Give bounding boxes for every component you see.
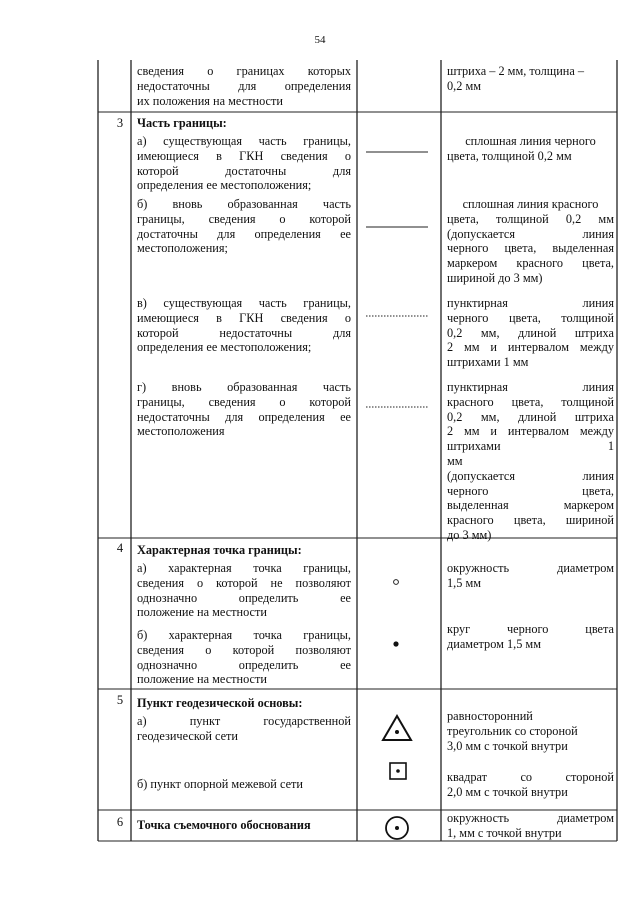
row-4a-spec: окружность диаметром 1,5 мм — [447, 561, 614, 590]
row-3a-desc: а) существующая часть границы, имеющиеся в ГКН сведения о которой достаточны для определения ее местоположения; — [137, 134, 351, 193]
triangle-with-dot-symbol — [381, 714, 413, 742]
page-number: 54 — [314, 34, 326, 46]
cont-spec: штриха – 2 мм, толщина – 0,2 мм — [447, 64, 585, 93]
row-4-number: 4 — [116, 541, 124, 555]
row-5b-desc: б) пункт опорной межевой сети — [137, 777, 303, 791]
row-4-title: Характерная точка границы: — [137, 543, 302, 557]
row-5a-spec: равносторонний треугольник со стороной 3,0 мм с точкой внутри — [447, 709, 578, 753]
row-5-number: 5 — [116, 693, 124, 707]
row-3v-desc: в) существующая часть границы, имеющиеся в ГКН сведения о которой недостаточны для определения ее местоположения; — [137, 296, 351, 355]
dotted-black-line-symbol — [366, 314, 428, 318]
square-with-dot-symbol — [388, 761, 408, 781]
row-3-title: Часть границы: — [137, 116, 227, 130]
row-5-title: Пункт геодезической основы: — [137, 696, 303, 710]
row-6-spec: окружность диаметром 1, мм с точкой внутри — [447, 811, 614, 840]
row-3g-spec: пунктирная линия красного цвета, толщиной 0,2 мм, длиной штриха 2 мм и интервалом между штрихами 1 мм (допускается линия черного цвета, выделенная маркером красного цвета, шириной до 3 мм) — [447, 380, 614, 542]
solid-black-line-symbol — [366, 150, 428, 154]
row-3a-spec: сплошная линия черного цвета, толщиной 0,2 мм — [447, 134, 596, 163]
row-6-number: 6 — [116, 815, 124, 829]
row-4b-desc: б) характерная точка границы, сведения о которой позволяют однозначно определить ее положение на местности — [137, 628, 351, 687]
cont-desc: сведения о границах которых недостаточны для определения их положения на местности — [137, 64, 351, 108]
row-5a-desc: а) пункт государственной геодезической сети — [137, 714, 351, 743]
row-6-title: Точка съемочного обоснования — [137, 818, 311, 832]
empty-circle-symbol — [392, 578, 400, 586]
row-3-number: 3 — [116, 116, 124, 130]
row-4b-spec: круг черного цвета диаметром 1,5 мм — [447, 622, 614, 651]
row-3v-spec: пунктирная линия черного цвета, толщиной 0,2 мм, длиной штриха 2 мм и интервалом между штрихами 1 мм — [447, 296, 614, 370]
row-3b-desc: б) вновь образованная часть границы, сведения о которой достаточны для определения ее местоположения; — [137, 197, 351, 256]
circle-with-dot-symbol — [383, 814, 411, 842]
row-3g-desc: г) вновь образованная часть границы, сведения о которой недостаточны для определения ее местоположения — [137, 380, 351, 439]
row-3b-spec: сплошная линия красного цвета, толщиной 0,2 мм (допускается линия черного цвета, выделенная маркером красного цвета, шириной до 3 мм) — [447, 197, 614, 285]
filled-circle-symbol — [392, 640, 400, 648]
row-5b-spec: квадрат со стороной 2,0 мм с точкой внутри — [447, 770, 614, 799]
dotted-red-line-symbol — [366, 405, 428, 409]
row-4a-desc: а) характерная точка границы, сведения о которой не позволяют однозначно определить ее положение на местности — [137, 561, 351, 620]
solid-red-line-symbol — [366, 225, 428, 229]
